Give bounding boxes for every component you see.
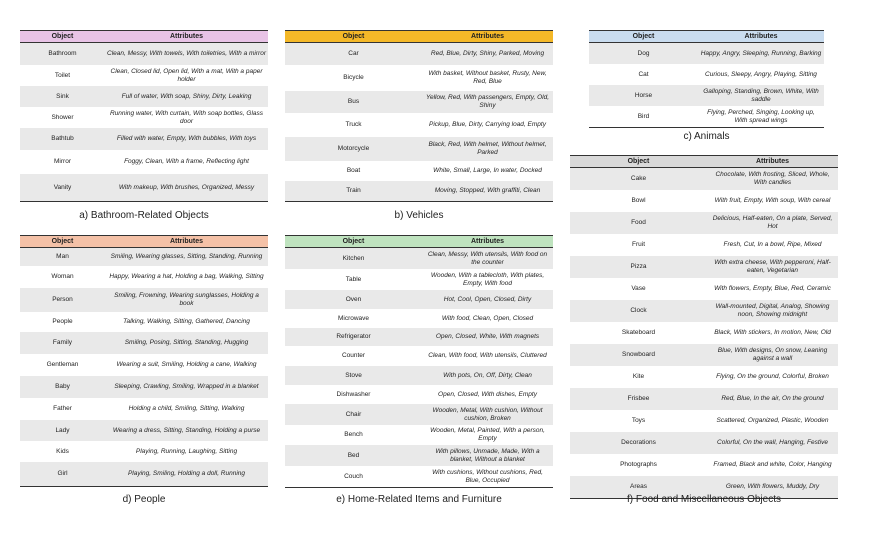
cell-object: Woman [51, 273, 74, 280]
table-row [570, 256, 838, 278]
cell-attributes: Playing, Smiling, Holding a doll, Running [105, 462, 268, 487]
table-row [570, 432, 838, 454]
cell-attributes: Wooden, Metal, With cushion, Without cushion, Broken [422, 404, 553, 425]
table-row [285, 346, 553, 366]
table-header [285, 236, 553, 248]
cell-attributes: Flying, Perched, Singing, Looking up, With spread wings [698, 106, 824, 128]
cell-attributes: Happy, Wearing a hat, Holding a bag, Walking, Sitting [109, 273, 264, 280]
table-row [285, 328, 553, 346]
cell-attributes: Sleeping, Crawling, Smiling, Wrapped in a blanket [105, 376, 268, 398]
cell-attributes: Red, Blue, In the air, On the ground [707, 388, 838, 410]
header-attributes: Attributes [105, 31, 268, 43]
cell-object: Refrigerator [285, 328, 422, 346]
cell-object: Bed [285, 445, 422, 466]
table-row [20, 288, 268, 312]
cell-attributes: Scattered, Organized, Plastic, Wooden [716, 417, 829, 424]
cell-attributes: Delicious, Half-eaten, On a plate, Served, Hot [707, 212, 838, 234]
panel-vehicles [285, 30, 553, 202]
table-row [570, 278, 838, 300]
panel-bathroom [20, 30, 268, 202]
cell-attributes: With flowers, Empty, Blue, Red, Ceramic [714, 285, 831, 292]
table-vehicles [285, 30, 553, 202]
cell-attributes: With makeup, With brushes, Organized, Messy [105, 174, 268, 202]
cell-attributes: With pillows, Unmade, Made, With a blanket, Without a blanket [422, 445, 553, 466]
table-row [20, 86, 268, 107]
cell-attributes: Smiling, Frowning, Wearing sunglasses, Holding a book [105, 288, 268, 312]
cell-attributes: Full of water, With soap, Shiny, Dirty, Leaking [105, 86, 268, 107]
header-object: Object [285, 31, 422, 43]
table-row [20, 248, 268, 267]
cell-attributes: Running water, With curtain, With soap bottles, Glass door [109, 109, 264, 125]
cell-object: Chair [285, 404, 422, 425]
cell-object: Areas [570, 476, 707, 499]
table-row [285, 248, 553, 270]
caption-vehicles: b) Vehicles [394, 210, 444, 221]
cell-object: Oven [285, 290, 422, 309]
cell-object: Bicycle [343, 74, 364, 81]
table-row [589, 85, 824, 106]
table-row [285, 65, 553, 91]
panel-animals [589, 30, 824, 128]
caption-home: e) Home-Related Items and Furniture [336, 494, 502, 505]
table-row [285, 366, 553, 385]
table-row [20, 150, 268, 174]
cell-attributes: Colorful, On the wall, Hanging, Festive [707, 432, 838, 454]
cell-object: Kitchen [285, 248, 422, 270]
table-row [20, 312, 268, 332]
cell-object: Baby [20, 376, 105, 398]
panel-people [20, 235, 268, 487]
table-row [20, 462, 268, 487]
cell-object: Table [345, 275, 362, 283]
caption-animals: c) Animals [683, 131, 730, 142]
table-row [285, 137, 553, 161]
cell-object: Cat [638, 70, 649, 78]
cell-attributes: With cushions, Without cushions, Red, Blue, Occupied [422, 466, 553, 488]
cell-object: Man [20, 248, 105, 267]
cell-attributes: With extra cheese, With pepperoni, Half-eaten, Vegetarian [707, 256, 838, 278]
table-row [20, 441, 268, 462]
cell-object: Cake [570, 168, 707, 191]
panel-food [570, 155, 838, 499]
cell-object: Kids [56, 447, 69, 455]
panel-home [285, 235, 553, 488]
cell-attributes: Happy, Angry, Sleeping, Running, Barking [698, 43, 824, 65]
table-row [570, 190, 838, 212]
table-row [20, 107, 268, 128]
caption-food: f) Food and Miscellaneous Objects [627, 494, 781, 505]
cell-object: Gentleman [46, 361, 79, 368]
table-row [20, 43, 268, 66]
cell-object: Bathtub [20, 128, 105, 150]
header-object: Object [589, 31, 698, 43]
table-row [285, 290, 553, 309]
cell-attributes: Clean, Closed lid, Open lid, With a mat, With a paper holder [110, 67, 263, 83]
table-row [20, 398, 268, 420]
table-row [570, 168, 838, 191]
cell-object: Food [570, 212, 707, 234]
cell-object: Lady [20, 420, 105, 441]
cell-object: Microwave [337, 314, 370, 322]
cell-attributes: Smiling, Wearing glasses, Sitting, Standing, Running [105, 248, 268, 267]
table-header [20, 31, 268, 43]
cell-object: Boat [346, 167, 361, 174]
cell-attributes: Wooden, With a tablecloth, With plates, Empty, With food [430, 271, 545, 287]
table-row [285, 181, 553, 202]
cell-attributes: Moving, Stopped, With graffiti, Clean [422, 181, 553, 202]
table-row [20, 376, 268, 398]
table-row [285, 309, 553, 328]
table-header [285, 31, 553, 43]
table-row [570, 234, 838, 256]
cell-object: Couch [285, 466, 422, 488]
cell-attributes: Curious, Sleepy, Angry, Playing, Sitting [705, 70, 817, 78]
cell-object: Bus [285, 91, 422, 113]
cell-object: Toys [631, 417, 646, 424]
cell-object: Horse [589, 85, 698, 106]
table-row [570, 454, 838, 476]
header-attributes: Attributes [105, 236, 268, 248]
cell-object: Toilet [54, 71, 71, 79]
table-row [570, 212, 838, 234]
cell-object: Family [20, 332, 105, 354]
table-row [20, 128, 268, 150]
cell-object: Skateboard [621, 329, 656, 336]
header-object: Object [20, 31, 105, 43]
cell-attributes: Holding a child, Smiling, Sitting, Walking [128, 405, 245, 412]
table-bathroom [20, 30, 268, 202]
table-row [20, 420, 268, 441]
cell-object: Pizza [570, 256, 707, 278]
cell-attributes: Playing, Running, Laughing, Sitting [135, 447, 238, 455]
table-row [589, 106, 824, 128]
table-people [20, 235, 268, 487]
header-attributes: Attributes [422, 31, 553, 43]
cell-object: Bathroom [20, 43, 105, 66]
cell-attributes: Black, Red, With helmet, Without helmet, Parked [422, 137, 553, 161]
header-attributes: Attributes [422, 236, 553, 248]
cell-attributes: Wearing a dress, Sitting, Standing, Holding a purse [105, 420, 268, 441]
cell-object: Fruit [632, 241, 645, 248]
cell-object: Car [285, 43, 422, 66]
table-row [20, 332, 268, 354]
cell-object: Train [285, 181, 422, 202]
table-home [285, 235, 553, 488]
cell-object: Shower [51, 113, 74, 121]
cell-attributes: Chocolate, With frosting, Sliced, Whole, With candles [707, 168, 838, 191]
table-header [570, 156, 838, 168]
cell-object: Girl [20, 462, 105, 487]
table-animals [589, 30, 824, 128]
table-row [570, 344, 838, 366]
cell-object: Kite [632, 373, 645, 380]
cell-object: Clock [570, 300, 707, 322]
cell-attributes: Wall-mounted, Digital, Analog, Showing noon, Showing midnight [707, 300, 838, 322]
cell-attributes: Wooden, Metal, Painted, With a person, Empty [430, 427, 545, 442]
cell-object: Bird [589, 106, 698, 128]
header-attributes: Attributes [707, 156, 838, 168]
cell-object: Vanity [20, 174, 105, 202]
cell-object: Snowboard [570, 344, 707, 366]
cell-object: Counter [341, 352, 366, 359]
cell-object: Decorations [570, 432, 707, 454]
cell-attributes: White, Small, Large, In water, Docked [433, 167, 542, 174]
cell-attributes: Open, Closed, With dishes, Empty [438, 390, 537, 398]
table-row [285, 466, 553, 488]
table-row [570, 322, 838, 344]
cell-attributes: Open, Closed, White, With magnets [422, 328, 553, 346]
cell-object: Bowl [631, 197, 646, 204]
cell-object: Vase [631, 285, 646, 292]
caption-people: d) People [122, 494, 166, 505]
table-row [285, 91, 553, 113]
header-object: Object [20, 236, 105, 248]
cell-object: Motorcycle [285, 137, 422, 161]
cell-attributes: With basket, Without basket, Rusty, New, Red, Blue [428, 70, 547, 85]
cell-attributes: Filled with water, Empty, With bubbles, With toys [105, 128, 268, 150]
table-row [285, 269, 553, 290]
cell-attributes: With pots, On, Off, Dirty, Clean [422, 366, 553, 385]
cell-attributes: Smiling, Posing, Sitting, Standing, Hugging [105, 332, 268, 354]
cell-attributes: Red, Blue, Dirty, Shiny, Parked, Moving [422, 43, 553, 66]
header-attributes: Attributes [698, 31, 824, 43]
table-row [285, 404, 553, 425]
cell-attributes: Galloping, Standing, Brown, White, With saddle [698, 85, 824, 106]
cell-object: Person [20, 288, 105, 312]
cell-object: Dog [589, 43, 698, 65]
cell-attributes: Clean, Messy, With utensils, With food on the counter [422, 248, 553, 270]
cell-attributes: Yellow, Red, With passengers, Empty, Old, Shiny [422, 91, 553, 113]
table-row [285, 445, 553, 466]
header-object: Object [285, 236, 422, 248]
cell-object: Stove [285, 366, 422, 385]
table-row [285, 425, 553, 445]
cell-attributes: Framed, Black and white, Color, Hanging [713, 461, 832, 468]
cell-attributes: Green, With flowers, Muddy, Dry [707, 476, 838, 499]
cell-object: Father [53, 405, 72, 412]
cell-object: Sink [20, 86, 105, 107]
table-row [285, 385, 553, 404]
caption-bathroom: a) Bathroom-Related Objects [79, 210, 209, 221]
cell-attributes: Blue, With designs, On snow, Leaning against a wall [707, 344, 838, 366]
cell-object: Bench [344, 431, 363, 438]
cell-attributes: With food, Clean, Open, Closed [441, 314, 534, 322]
cell-attributes: Fresh, Cut, In a bowl, Ripe, Mixed [723, 241, 822, 248]
table-header [589, 31, 824, 43]
cell-attributes: Wearing a suit, Smiling, Holding a cane, Walking [116, 361, 257, 368]
table-row [589, 64, 824, 85]
table-row [20, 174, 268, 202]
table-row [20, 65, 268, 86]
table-food [570, 155, 838, 499]
cell-attributes: Pickup, Blue, Dirty, Carrying load, Empty [429, 121, 546, 128]
cell-object: Dishwasher [336, 390, 371, 398]
cell-object: Truck [345, 121, 362, 128]
cell-object: Photographs [620, 461, 657, 468]
table-row [285, 161, 553, 181]
table-row [20, 266, 268, 288]
table-row [20, 354, 268, 376]
table-row [570, 388, 838, 410]
cell-attributes: Clean, Messy, With towels, With toiletries, With a mirror [105, 43, 268, 66]
cell-attributes: With fruit, Empty, With soup, With cereal [714, 197, 831, 204]
table-row [285, 43, 553, 66]
table-row [589, 43, 824, 65]
cell-attributes: Talking, Walking, Sitting, Gathered, Dancing [123, 318, 250, 325]
cell-attributes: Hot, Cool, Open, Closed, Dirty [422, 290, 553, 309]
table-row [285, 113, 553, 137]
cell-attributes: Foggy, Clean, With a frame, Reflecting light [124, 158, 249, 165]
cell-attributes: Clean, With food, With utensils, Cluttered [428, 352, 547, 359]
table-row [570, 410, 838, 432]
table-row [570, 366, 838, 388]
cell-object: Frisbee [570, 388, 707, 410]
cell-object: Mirror [54, 158, 71, 165]
table-header [20, 236, 268, 248]
cell-attributes: Flying, On the ground, Colorful, Broken [716, 373, 829, 380]
header-object: Object [570, 156, 707, 168]
cell-object: People [52, 318, 73, 325]
cell-attributes: Black, With stickers, In motion, New, Old [714, 329, 831, 336]
table-row [570, 300, 838, 322]
